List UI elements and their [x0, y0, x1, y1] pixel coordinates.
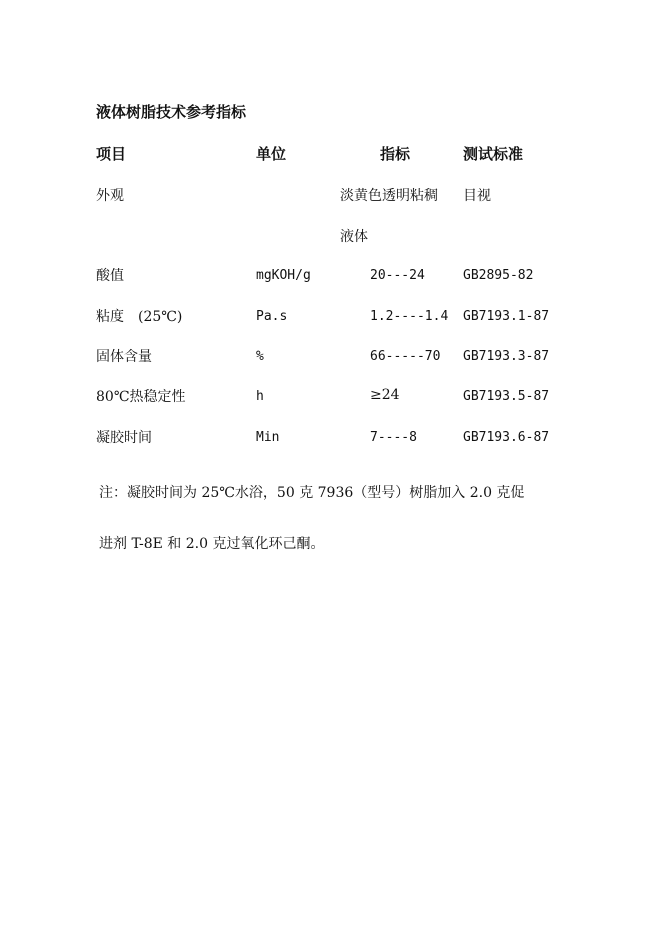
row-unit: Pa.s	[256, 309, 288, 324]
row-item: 80℃热稳定性	[96, 389, 186, 405]
row-spec: 7----8	[370, 430, 417, 445]
row-test: GB7193.6-87	[463, 430, 550, 445]
row-unit: mgKOH/g	[256, 268, 311, 283]
row-unit: Min	[256, 430, 280, 445]
row-item: 凝胶时间	[96, 430, 152, 446]
header-unit: 单位	[256, 145, 287, 163]
row-unit: %	[256, 349, 264, 364]
row-item: 固体含量	[96, 349, 152, 365]
row-spec: 66-----70	[370, 349, 441, 364]
note-line-1: 注：凝胶时间为 25℃水浴，50 克 7936（型号）树脂加入 2.0 克促	[99, 485, 525, 501]
note-line-2: 进剂 T-8E 和 2.0 克过氧化环己酮。	[99, 536, 325, 552]
row-spec-continued: 液体	[340, 229, 368, 245]
row-unit: h	[256, 389, 264, 404]
row-spec: 1.2----1.4	[370, 309, 449, 324]
row-test: GB7193.1-87	[463, 309, 550, 324]
row-test: GB2895-82	[463, 268, 534, 283]
row-item: 外观	[96, 188, 124, 204]
row-item: 酸值	[96, 268, 124, 284]
row-item: 粘度 (25℃)	[96, 309, 183, 325]
header-spec: 指标	[380, 145, 411, 163]
header-test: 测试标准	[463, 145, 524, 163]
row-test: 目视	[463, 188, 491, 204]
row-test: GB7193.3-87	[463, 349, 550, 364]
header-item: 项目	[96, 145, 127, 163]
row-spec: 20---24	[370, 268, 425, 283]
row-test: GB7193.5-87	[463, 389, 550, 404]
row-spec: 淡黄色透明粘稠	[340, 188, 438, 204]
row-spec: ≥24	[370, 387, 400, 403]
document-title: 液体树脂技术参考指标	[96, 103, 247, 121]
